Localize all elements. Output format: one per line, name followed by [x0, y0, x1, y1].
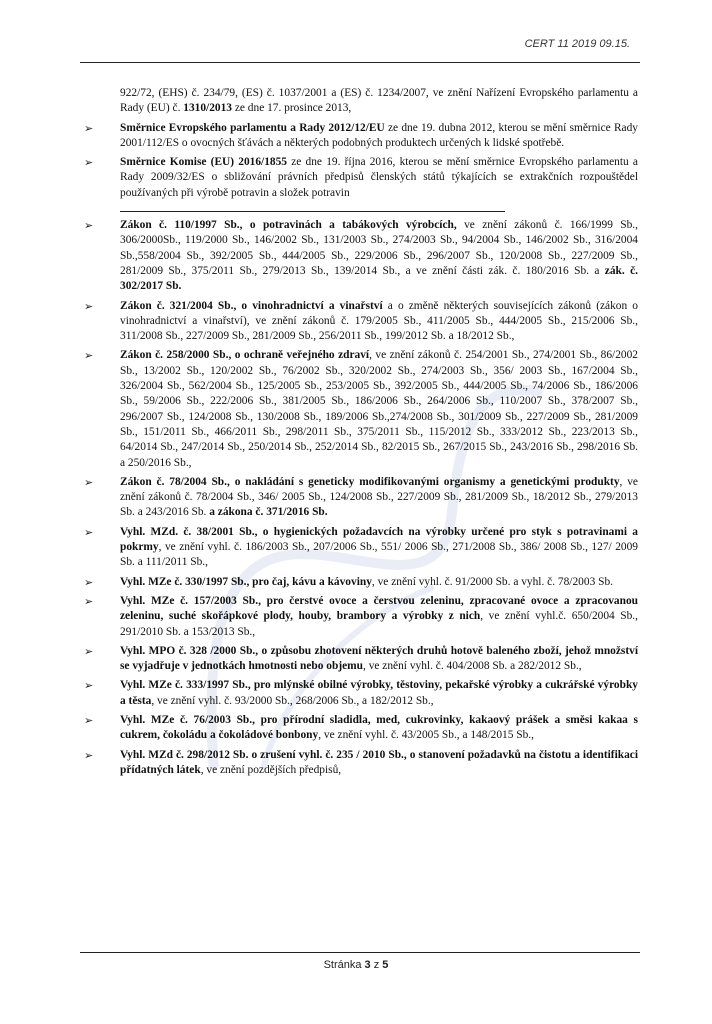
item-title: Vyhl. MZe č. 330/1997 Sb., pro čaj, kávu a kávoviny [120, 575, 372, 588]
arrow-bullet-icon: ➢ [84, 475, 94, 489]
document-body [78, 86, 638, 782]
document-id: CERT 11 2019 09.15. [524, 38, 630, 50]
section-divider [120, 211, 505, 212]
list-item [78, 644, 638, 675]
list-item [78, 748, 638, 779]
item-text: , ve znění vyhl. č. 186/2003 Sb., 207/2006 Sb., 551/ 2006 Sb., 271/2008 Sb., 386/ 2008 Sb., 127/ 2009 Sb. a 111/2011 Sb., [120, 541, 638, 569]
item-title: Vyhl. MZe č. 76/2003 Sb., pro přírodní sladidla, med, cukrovinky, kakaový prášek a směsi kakaa s cukrem, čokoládu a čokoládové bonbony [120, 713, 638, 742]
item-title: Zákon č. 258/2000 Sb., o ochraně veřejného zdraví [120, 349, 370, 362]
item-text: , ve znění vyhl. č. 91/2000 Sb. a vyhl. č. 78/2003 Sb. [371, 575, 613, 588]
arrow-bullet-icon: ➢ [84, 679, 94, 693]
list-item [78, 121, 638, 152]
item-title: Vyhl. MPO č. 328 /2000 Sb., o způsobu zhotovení některých druhů hotově baleného zboží, jehož množství se vyjadřuje v jednotkách hmotnosti nebo objemu [120, 644, 638, 673]
item-text: , ve znění vyhl.č. 650/2004 Sb., 291/2010 Sb. a 153/2013 Sb., [120, 610, 638, 638]
arrow-bullet-icon: ➢ [84, 121, 94, 135]
item-text: a o změně některých souvisejících zákonů (zákon o vinohradnictví a vinařství), ve znění zákonů č. 179/2005 Sb., 411/2005 Sb., 444/2005 Sb., 215/2006 Sb., 311/2008 Sb., 227/2009 Sb., 281/2009 Sb., 256/2011 Sb., 199/2012 Sb. a 18/2012 Sb., [120, 299, 638, 343]
continuation-date: ze dne 17. prosince 2013, [232, 102, 352, 115]
item-text: ze dne 19. dubna 2012, kterou se mění směrnice Rady 2001/112/ES o ovocných šťávách a některých podobných produktech určených k lidské spotřebě. [120, 121, 638, 149]
list-item [78, 299, 638, 345]
item-text: , ve znění vyhl. č. 404/2008 Sb. a 282/2012 Sb., [363, 660, 582, 673]
item-title: Směrnice Evropského parlamentu a Rady 2012/12/EU [120, 121, 385, 134]
item-title: Zákon č. 78/2004 Sb., o nakládání s geneticky modifikovanými organismy a genetickými produkty [120, 475, 620, 488]
list-item [78, 575, 638, 590]
continuation-paragraph [120, 86, 638, 117]
arrow-bullet-icon: ➢ [84, 525, 94, 539]
footer-rule [80, 952, 640, 953]
arrow-bullet-icon: ➢ [84, 713, 94, 727]
header-rule [80, 62, 640, 63]
arrow-bullet-icon: ➢ [84, 575, 94, 589]
page-footer [0, 959, 712, 971]
item-text: ze dne 19. října 2016, kterou se mění směrnice Evropského parlamentu a Rady 2009/32/ES o sbližování právních předpisů členských států týkajících se extrakčních rozpouštědel používaných při výrobě potravin a složek potravin [120, 156, 638, 199]
arrow-bullet-icon: ➢ [84, 594, 94, 608]
arrow-bullet-icon: ➢ [84, 644, 94, 658]
item-text: , ve znění zákonů č. 78/2004 Sb., 346/ 2005 Sb., 124/2008 Sb., 227/2009 Sb., 281/2009 Sb., 18/2012 Sb., 279/2013 Sb. a 243/2016 Sb. [120, 475, 638, 519]
list-item [78, 475, 638, 521]
list-item [78, 218, 638, 294]
item-title: Vyhl. MZe č. 333/1997 Sb., pro mlýnské obilné výrobky, těstoviny, pekařské výrobky a cukrářské výrobky a těsta [120, 679, 638, 707]
item-text: , ve znění pozdějších předpisů, [200, 763, 342, 776]
item-title: Vyhl. MZd. č. 38/2001 Sb., o hygienických požadavcích na výrobky určené pro styk s potravinami a pokrmy [120, 525, 638, 554]
item-title: Zákon č. 321/2004 Sb., o vinohradnictví a vinařství [120, 299, 383, 312]
list-item [78, 155, 638, 201]
item-text: , ve znění zákonů č. 254/2001 Sb., 274/2001 Sb., 86/2002 Sb., 13/2002 Sb., 120/2002 Sb., 76/2002 Sb., 320/2002 Sb., 274/2003 Sb., 356/ 2003 Sb., 167/2004 Sb., 326/2004 Sb., 562/2004 Sb., 125/2005 Sb., 253/2005 Sb., 392/2005 Sb., 444/2005 Sb., 74/2006 Sb., 186/2006 Sb., 59/2006 Sb., 222/2006 Sb., 381/2005 Sb., 186/2006 Sb., 264/2006 Sb., 110/2007 Sb., 378/2007 Sb., 296/2007 Sb., 124/2008 Sb., 130/2008 Sb., 189/2006 Sb.,274/2008 Sb., 301/2009 Sb., 227/2009 Sb., 281/2009 Sb., 151/2011 Sb., 466/2011 Sb., 298/2011 Sb., 375/2011 Sb., 115/2012 Sb., 333/2012 Sb., 223/2013 Sb., 64/2014 Sb., 247/2014 Sb., 250/2014 Sb., 252/2014 Sb., 82/2015 Sb., 267/2015 Sb., 243/2016 Sb., 298/2016 Sb. a 250/2016 Sb., [120, 349, 638, 469]
item-title: Vyhl. MZe č. 157/2003 Sb., pro čerstvé ovoce a čerstvou zeleninu, zpracované ovoce a zpracovanou zeleninu, suché skořápkové plody, houby, brambory a výrobky z nich [120, 594, 638, 623]
arrow-bullet-icon: ➢ [84, 219, 94, 233]
arrow-bullet-icon: ➢ [84, 748, 94, 762]
list-item [78, 594, 638, 640]
list-item [78, 348, 638, 470]
arrow-bullet-icon: ➢ [84, 349, 94, 363]
list-item [78, 525, 638, 571]
page-total: 5 [382, 959, 389, 971]
continuation-regulation: 1310/2013 [183, 102, 232, 115]
item-title-tail: zák. č. 302/2017 Sb. [120, 264, 639, 293]
footer-of: z [370, 959, 383, 971]
item-text: , ve znění vyhl. č. 93/2000 Sb., 268/2006 Sb., a 182/2012 Sb., [151, 694, 434, 707]
item-title: Vyhl. MZd č. 298/2012 Sb. o zrušení vyhl. č. 235 / 2010 Sb., o stanovení požadavků na čistotu a identifikaci přídatných látek [120, 748, 638, 776]
item-title: Zákon č. 110/1997 Sb., o potravinách a tabákových výrobcích, [120, 219, 457, 232]
continuation-text: 922/72, (EHS) č. 234/79, (ES) č. 1037/2001 a (ES) č. 1234/2007, ve znění Nařízení Evropského parlamentu a Rady (EU) č. [120, 87, 638, 115]
item-text: ve znění zákonů č. 166/1999 Sb., 306/2000Sb., 119/2000 Sb., 146/2002 Sb., 131/2003 Sb., 274/2003 Sb., 94/2004 Sb., 146/2002 Sb., 316/2004 Sb.,558/2004 Sb., 392/2005 Sb., 444/2005 Sb., 229/2006 Sb., 296/2007 Sb., 120/2008 Sb., 227/2009 Sb., 281/2009 Sb., 375/2011 Sb., 279/2013 Sb., 139/2014 Sb., a ve znění části zák. č. 180/2016 Sb. a [120, 219, 638, 277]
arrow-bullet-icon: ➢ [84, 156, 94, 170]
item-title-tail: a zákona č. 371/2016 Sb. [209, 506, 328, 519]
list-item [78, 713, 638, 744]
list-item [78, 678, 638, 709]
item-title: Směrnice Komise (EU) 2016/1855 [120, 156, 288, 169]
arrow-bullet-icon: ➢ [84, 299, 94, 313]
footer-prefix: Stránka [323, 959, 365, 971]
page-number: 3 [364, 959, 371, 971]
item-text: , ve znění vyhl. č. 43/2005 Sb., a 148/2015 Sb., [318, 729, 534, 742]
